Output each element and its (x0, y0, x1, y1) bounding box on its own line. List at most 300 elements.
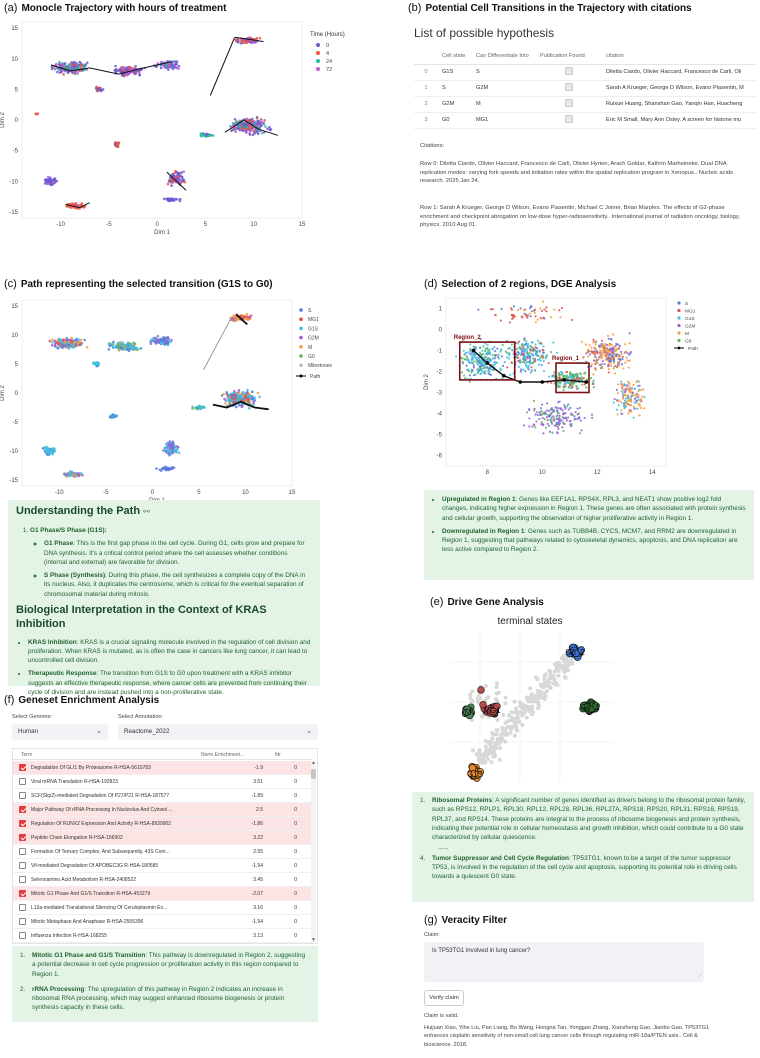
cell-point (157, 335, 160, 338)
cell-into: M (472, 96, 536, 112)
cell-point (115, 70, 118, 73)
cell-point (593, 350, 595, 352)
table-row[interactable] (13, 929, 313, 943)
cell-point (552, 681, 556, 685)
downregulated-text: : Genes such as TUBB4B, CYCS, MCM7, and RRM2 are downregulated in Region 1, suggesting that pathways related to cytoskeletal dynamics, apoptosis, and DNA replication are less active compared to Region 2. (442, 527, 738, 554)
scroll-down-icon[interactable]: ▼ (311, 937, 316, 943)
cell-point (169, 440, 172, 443)
cell-point (62, 73, 65, 76)
norm-enrichment-cell: -1.89 (251, 793, 263, 799)
cell-point (557, 419, 559, 421)
cell-point (487, 366, 489, 368)
cell-point (618, 365, 620, 367)
cell-point (557, 669, 561, 673)
ellipsis: ...... (438, 844, 449, 852)
cell-point (533, 400, 535, 402)
cell-point (561, 419, 563, 421)
row-checkbox[interactable] (19, 918, 26, 925)
cell-point (509, 321, 511, 323)
claim-label: Claim: (424, 932, 440, 938)
table-row[interactable] (13, 789, 313, 803)
cell-point (511, 349, 513, 351)
cell-point (628, 354, 630, 356)
cell-point (502, 365, 504, 367)
cell-point (530, 692, 534, 696)
cell-point (242, 127, 245, 130)
cell-point (545, 310, 547, 312)
term-cell: Influenza Infection R-HSA-168255 (31, 933, 107, 939)
cell-point (633, 406, 635, 408)
cell-point (62, 339, 65, 342)
cell-point (566, 371, 568, 373)
cell-point (180, 175, 183, 178)
cell-point (557, 386, 559, 388)
cell-point (170, 468, 173, 471)
cell-point (546, 419, 548, 421)
cell-cluster (34, 112, 39, 115)
cell-point (559, 316, 561, 318)
num-1: 1. (420, 797, 426, 804)
cell-point (478, 687, 485, 694)
enrichment-table[interactable] (12, 748, 318, 944)
cell-point (520, 723, 524, 727)
cell-point (627, 395, 629, 397)
cell-point (163, 198, 166, 201)
cell-point (523, 309, 525, 311)
cell-point (67, 472, 70, 475)
scrollbar-thumb[interactable] (311, 769, 316, 779)
cell-point (517, 360, 519, 362)
cell-point (528, 417, 530, 419)
cell-point (543, 418, 545, 420)
legend-marker (677, 301, 680, 304)
cell-point (576, 408, 578, 410)
cell-point (199, 406, 202, 409)
table-row[interactable] (13, 873, 313, 887)
cell-point (495, 728, 499, 732)
cell-point (589, 353, 591, 355)
legend-marker (677, 331, 680, 334)
cell-point (65, 473, 68, 476)
cell-point (584, 417, 586, 419)
cell-point (559, 415, 561, 417)
cell-point (559, 423, 561, 425)
cell-point (73, 345, 76, 348)
cell-point (608, 353, 610, 355)
hypothesis-heading: List of possible hypothesis (414, 26, 555, 40)
cell-point (95, 85, 98, 88)
cell-point (574, 411, 576, 413)
g1-text: : This is the first gap phase in the cell cycle. During G1, cells grow and prepare for DNA synthesis. It's a critical control period where the cell assesses whether conditions (internal and external) are favorable for division. (44, 540, 305, 566)
cell-point (534, 675, 538, 679)
x-tick-label: 10 (242, 490, 249, 496)
cell-point (64, 62, 67, 65)
cell-point (525, 340, 527, 342)
legend-marker (316, 59, 320, 63)
fdr-cell: 0 (294, 849, 297, 855)
publication-checkbox-cell (536, 96, 602, 112)
cell-point (244, 399, 247, 402)
legend-label: S (685, 302, 689, 307)
table-row[interactable] (13, 817, 313, 831)
therapeutic-text: : The transition from G1S to G0 upon treatment with a KRAS inhibitor suggests an effective therapeutic response, where cancer cells are prevented from continuing their cycle of division and are instead pushed into a non-proliferative state. (28, 670, 307, 696)
x-tick-label: -10 (54, 490, 64, 496)
cell-point (543, 675, 547, 679)
cell-cluster (109, 413, 118, 419)
cell-point (464, 358, 466, 360)
row-checkbox[interactable] (19, 876, 26, 883)
cell-point (522, 707, 526, 711)
cell-point (620, 353, 622, 355)
cell-point (545, 689, 549, 693)
table-row[interactable] (13, 831, 313, 845)
norm-enrichment-cell: -1.9 (254, 765, 263, 771)
cell-point (592, 339, 594, 341)
cell-point (556, 415, 558, 417)
cell-point (500, 320, 502, 322)
cell-point (578, 417, 580, 419)
scrollbar-track[interactable] (311, 761, 316, 943)
cell-point (621, 358, 623, 360)
y-tick-label: 10 (11, 56, 18, 63)
cell-point (573, 415, 575, 417)
cell-point (468, 692, 472, 696)
cell-point (556, 352, 558, 354)
cell-point (245, 131, 248, 134)
cell-point (158, 339, 161, 342)
cell-point (548, 376, 550, 378)
cell-point (507, 713, 511, 717)
cell-point (571, 375, 573, 377)
rrna-text: : The upregulation of this pathway in Region 2 indicates an increase in ribosomal RNA processing, which may suggest enhanced ribosome biogenesis or protein synthesis capacity in these cells. (32, 985, 285, 1012)
driver-item-1 (420, 796, 746, 842)
legend-marker (299, 336, 303, 340)
table-row[interactable] (414, 80, 756, 96)
y-tick-label: -4 (436, 411, 442, 418)
row-checkbox[interactable] (19, 764, 26, 771)
cell-point (54, 68, 57, 71)
cell-point (608, 338, 610, 340)
cell-point (624, 384, 626, 386)
cell-point (132, 345, 135, 348)
ribosomal-text: : A significant number of genes identified as drivers belong to the ribosomal protein family, such as RPS12, RPLP1, RPL30, RPL12, RPL28, RPL36, RPL27A, RPS18, RPS20, RPL31, RPS16, RPS19, RPL37, and RPS14. These proteins are integral to the process of ribosome biogenesis and protein synthesis, indicating their potential role in cellular homeostasis and growth inhibition, which could contribute to a G0 state characterized by cellular quiescence. (432, 797, 746, 842)
term-cell: Peptide Chain Elongation R-HSA-156902 (31, 835, 123, 841)
cell-point (600, 357, 602, 359)
cell-point (51, 344, 54, 347)
table-row[interactable] (13, 761, 313, 775)
terminal-states-title: terminal states (497, 616, 563, 627)
path-svg (0, 292, 380, 504)
cell-point (608, 350, 610, 352)
cell-point (86, 61, 89, 64)
cell-citation: Sarah A Krueger, George D Wilson, Evano Piasentin, M (602, 80, 756, 96)
cell-point (612, 334, 614, 336)
cell-point (477, 758, 481, 762)
cell-point (634, 398, 636, 400)
understanding-heading: Understanding the Path ⚯ (16, 505, 150, 517)
cell-point (241, 406, 244, 409)
row-checkbox[interactable] (19, 778, 26, 785)
cell-point (542, 424, 544, 426)
ribosomal-label: Ribosomal Proteins (432, 797, 493, 804)
cell-point (515, 729, 519, 733)
cell-point (618, 355, 620, 357)
cell-point (628, 366, 630, 368)
publication-checkbox[interactable] (565, 83, 573, 91)
row-index: 3 (414, 112, 438, 128)
cell-point (232, 392, 235, 395)
cell-point (635, 381, 637, 383)
cell-point (642, 388, 644, 390)
cell-point (535, 411, 537, 413)
cell-point (537, 319, 539, 321)
cell-point (612, 355, 614, 357)
cell-point (602, 360, 604, 362)
cell-point (604, 359, 606, 361)
cell-cluster (44, 176, 58, 186)
legend-label: G2M (308, 335, 319, 342)
cell-point (539, 683, 543, 687)
cell-point (613, 360, 615, 362)
cell-point (497, 691, 501, 695)
cell-point (507, 347, 509, 349)
cell-point (621, 413, 623, 415)
cell-point (513, 305, 515, 307)
enrichment-summary-box (12, 946, 318, 1022)
cell-point (165, 198, 168, 201)
cell-point (477, 361, 479, 363)
cell-point (240, 42, 243, 45)
cell-point (623, 405, 625, 407)
cell-point (631, 394, 633, 396)
cell-point (478, 748, 482, 752)
cell-point (238, 389, 241, 392)
cell-point (605, 347, 607, 349)
cell-point (235, 319, 238, 322)
cell-cluster (153, 60, 180, 71)
cell-point (469, 350, 471, 352)
cell-point (613, 362, 615, 364)
row-checkbox[interactable] (19, 932, 26, 939)
cell-point (256, 122, 259, 125)
row-checkbox[interactable] (19, 820, 26, 827)
cell-point (495, 681, 499, 685)
cell-point (530, 345, 532, 347)
x-tick-label: 5 (197, 490, 201, 496)
fdr-cell: 0 (294, 765, 297, 771)
row-checkbox[interactable] (19, 792, 26, 799)
cell-point (77, 341, 80, 344)
cell-citation: Diletta Ciardo, Olivier Haccard, Francesco de Carli, Oli (602, 64, 756, 80)
cell-point (490, 750, 494, 754)
cell-point (171, 197, 174, 200)
cell-point (494, 314, 496, 316)
cell-point (534, 315, 536, 317)
cell-point (177, 67, 180, 70)
cell-point (554, 406, 556, 408)
cell-point (559, 377, 561, 379)
cell-point (45, 447, 48, 450)
row-checkbox[interactable] (19, 834, 26, 841)
cell-cluster (42, 446, 56, 457)
cell-point (473, 364, 475, 366)
cell-point (514, 709, 518, 713)
dge-summary-box (424, 490, 754, 580)
region-2-label: Region_2 (453, 335, 481, 342)
fdr-cell: 0 (294, 835, 297, 841)
row-checkbox[interactable] (19, 862, 26, 869)
verify-claim-button[interactable]: Verify claim (424, 990, 464, 1006)
y-tick-label: -15 (9, 209, 18, 216)
cell-point (561, 426, 563, 428)
col-norm: Norm.Enrichment... (201, 752, 245, 758)
cell-point (493, 346, 495, 348)
cell-point (590, 377, 592, 379)
cell-point (527, 705, 531, 709)
cell-point (506, 366, 508, 368)
cell-point (522, 369, 524, 371)
cell-point (130, 343, 133, 346)
cell-point (78, 66, 81, 69)
cell-point (541, 404, 543, 406)
publication-checkbox[interactable] (565, 67, 573, 75)
cell-point (504, 361, 506, 363)
cell-point (536, 706, 540, 710)
cell-point (643, 407, 645, 409)
cell-point (547, 678, 551, 682)
cell-point (597, 358, 599, 360)
row-checkbox[interactable] (19, 904, 26, 911)
table-row[interactable] (414, 112, 756, 128)
cell-point (240, 395, 243, 398)
cell-point (123, 348, 126, 351)
term-cell: Viral mRNA Translation R-HSA-192823 (31, 779, 118, 785)
annotation-select[interactable] (118, 724, 318, 740)
row-checkbox[interactable] (19, 890, 26, 897)
cell-point (167, 200, 170, 203)
cell-point (246, 313, 249, 316)
cell-point (630, 351, 632, 353)
table-row[interactable] (13, 901, 313, 915)
norm-enrichment-cell: -2.07 (251, 891, 263, 897)
cell-point (490, 358, 492, 360)
scroll-up-icon[interactable]: ▲ (311, 760, 316, 766)
y-axis-label: Dim 2 (0, 385, 6, 401)
cell-point (575, 385, 577, 387)
cell-point (595, 348, 597, 350)
cell-point (556, 409, 558, 411)
cell-point (135, 347, 138, 350)
term-cell: Formation Of Ternary Complex, And Subsequently, 43S Com... (31, 849, 170, 855)
y-tick-label: -5 (436, 432, 442, 439)
terminal-state-label: G0_1 (580, 703, 600, 712)
cell-cluster (613, 380, 646, 419)
table-row[interactable] (13, 803, 313, 817)
cell-cluster (95, 85, 104, 92)
cell-point (61, 62, 64, 65)
cell-point (76, 473, 79, 476)
cell-point (480, 367, 482, 369)
cell-point (643, 396, 645, 398)
cell-point (514, 722, 518, 726)
cell-point (624, 362, 626, 364)
y-tick-label: -5 (12, 420, 18, 427)
cell-point (71, 471, 74, 474)
genome-label: Select Genome: (12, 714, 53, 720)
term-cell: Mitotic Metaphase And Anaphase R-HSA-2555396 (31, 919, 144, 925)
cell-point (585, 386, 587, 388)
panel-e-title: (e) Drive Gene Analysis (430, 596, 544, 608)
resize-handle-icon[interactable]: ⟋ (697, 974, 702, 980)
table-row[interactable] (13, 887, 313, 901)
y-axis-label: Dim 2 (424, 374, 430, 390)
genome-select[interactable] (12, 724, 108, 740)
cell-point (570, 423, 572, 425)
cell-point (161, 339, 164, 342)
cell-point (80, 472, 83, 475)
y-tick-label: -5 (12, 148, 18, 155)
cell-point (610, 365, 612, 367)
legend-label: MG1 (308, 317, 319, 324)
publication-checkbox[interactable] (565, 115, 573, 123)
cell-point (177, 178, 180, 181)
legend-marker (299, 354, 303, 358)
cell-point (528, 408, 530, 410)
cell-point (563, 383, 565, 385)
cell-point (534, 369, 536, 371)
fdr-cell: 0 (294, 863, 297, 869)
cell-point (235, 40, 238, 43)
y-tick-label: -1 (436, 348, 442, 355)
publication-checkbox[interactable] (565, 99, 573, 107)
cell-point (542, 352, 544, 354)
legend-marker (677, 339, 680, 342)
table-row[interactable] (13, 845, 313, 859)
cell-point (80, 339, 83, 342)
cell-point (568, 386, 570, 388)
cell-point (162, 64, 165, 67)
cell-point (562, 409, 564, 411)
trajectory-path (210, 38, 234, 96)
y-tick-label: -6 (436, 453, 442, 460)
row-checkbox[interactable] (19, 806, 26, 813)
cell-point (534, 312, 536, 314)
table-row[interactable] (13, 915, 313, 929)
legend-label: G0 (308, 354, 315, 360)
col-cell-state: Cell state (438, 48, 472, 64)
row-checkbox[interactable] (19, 848, 26, 855)
cell-point (587, 349, 589, 351)
table-row[interactable] (414, 64, 756, 80)
legend-label: 72 (326, 67, 333, 73)
table-row[interactable] (414, 96, 756, 112)
table-row[interactable] (13, 859, 313, 873)
cell-point (127, 346, 130, 349)
cell-point (561, 372, 563, 374)
cell-point (537, 340, 539, 342)
cell-point (493, 361, 495, 363)
cell-point (269, 129, 272, 132)
terminal-state-label: M (464, 708, 472, 717)
table-row[interactable] (13, 775, 313, 789)
cell-point (487, 370, 489, 372)
dge-chart (420, 292, 720, 484)
cell-point (171, 173, 174, 176)
cell-point (494, 350, 496, 352)
legend-marker (316, 67, 320, 71)
claim-input[interactable] (424, 942, 704, 982)
cell-point (616, 343, 618, 345)
